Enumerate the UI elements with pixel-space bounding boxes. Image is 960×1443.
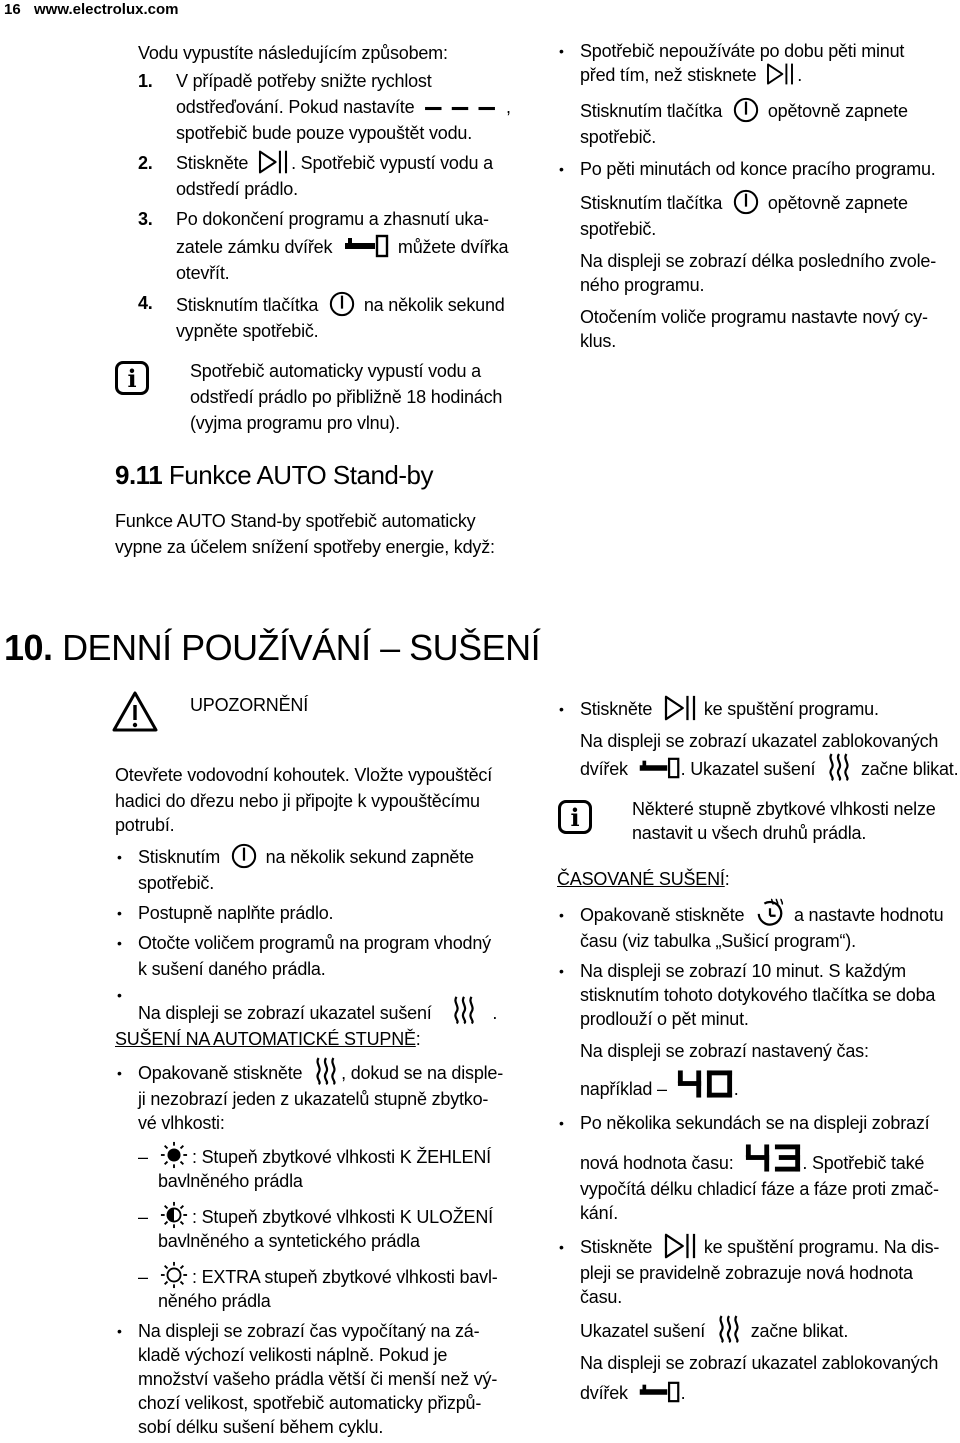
dry-text: Na displeji se zobrazí ukazatel zablokovaných: [580, 731, 939, 751]
dry-text: stisknutím tohoto dotykového tlačítka se doba: [580, 985, 936, 1005]
step-number: 1.: [138, 71, 153, 91]
info-icon: i: [558, 800, 592, 834]
standby-text: před tím, než stisknete .: [580, 62, 802, 88]
standby-text: ného programu.: [580, 275, 705, 295]
dryness-level: : Stupeň zbytkové vlhkosti K ULOŽENÍ: [158, 1204, 493, 1230]
page-title: 10. DENNÍ POUŽÍVÁNÍ – SUŠENÍ: [4, 627, 541, 668]
info-text: (vyjma programu pro vlnu).: [190, 413, 400, 433]
step-text: Stisknutím tlačítka na několik sekund: [176, 292, 505, 318]
dry-text: času (viz tabulka „Sušicí program“).: [580, 931, 856, 951]
dry-text: vé vlhkosti:: [138, 1113, 225, 1133]
standby-text: spotřebič.: [580, 219, 657, 239]
dry-text: něného prádla: [158, 1291, 271, 1311]
sun-half-icon: [158, 1201, 190, 1229]
step-number: 4.: [138, 293, 153, 313]
door-lock-icon: [343, 234, 389, 258]
power-icon: [231, 843, 257, 869]
dryness-level: : Stupeň zbytkové vlhkosti K ŽEHLENÍ: [158, 1144, 491, 1170]
dry-text: například – .: [580, 1076, 739, 1102]
dry-bullet: • Otočte voličem programů na program vhodný: [138, 930, 491, 956]
dry-bullet: • Postupně naplňte prádlo.: [138, 900, 333, 926]
info-text: Spotřebič automaticky vypustí vodu a: [190, 361, 481, 381]
step-text: vypněte spotřebič.: [176, 321, 319, 341]
warning-icon: [112, 690, 158, 732]
display-40-icon: [676, 1068, 734, 1100]
dry-bullet: • Opakovaně stiskněte , dokud se na disple-: [138, 1060, 503, 1086]
dry-text: spotřebič.: [138, 873, 215, 893]
door-lock-icon: [637, 1381, 681, 1403]
dry-bullet: • Stiskněte ke spuštění programu. Na dis-: [580, 1234, 939, 1260]
page-number: 16: [4, 1, 21, 18]
standby-bullet: • Po pěti minutách od konce pracího programu.: [580, 156, 936, 182]
step-text: odstředí prádlo.: [176, 179, 298, 199]
step-number: 2.: [138, 153, 153, 173]
standby-bullet: • Spotřebič nepoužíváte po dobu pěti minut: [580, 38, 904, 64]
drain-intro: Vodu vypustíte následujícím způsobem:: [138, 43, 448, 63]
dry-text: dvířek . Ukazatel sušení začne blikat.: [580, 756, 958, 782]
dry-text: k sušení daného prádla.: [138, 959, 326, 979]
dry-text: bavlněného a syntetického prádla: [158, 1231, 420, 1251]
dry-text: Na displeji se zobrazí ukazatel sušení .: [138, 1000, 497, 1026]
warning-text: Otevřete vodovodní kohoutek. Vložte vypouštěcí: [115, 765, 493, 785]
dry-bullet: • Po několika sekundách se na displeji zobrazí: [580, 1110, 929, 1136]
time-drying-icon: [755, 897, 785, 927]
step-text: Stiskněte . Spotřebič vypustí vodu a: [176, 150, 493, 176]
standby-text: vypne za účelem snížení spotřeby energie, když:: [115, 537, 495, 557]
drying-icon: [450, 995, 478, 1025]
start-pause-icon: [765, 62, 795, 86]
info-text: nastavit u všech druhů prádla.: [632, 823, 867, 843]
dry-bullet: • Stiskněte ke spuštění programu.: [580, 696, 879, 722]
dry-bullet: • Na displeji se zobrazí 10 minut. S každým: [580, 958, 906, 984]
dryness-level: : EXTRA stupeň zbytkové vlhkosti bavl-: [158, 1264, 498, 1290]
dry-bullet: • Stisknutím na několik sekund zapněte: [138, 844, 474, 870]
dry-bullet: • Na displeji se zobrazí čas vypočítaný na zá-: [138, 1318, 479, 1344]
dry-text: bavlněného prádla: [158, 1171, 303, 1191]
step-number: 3.: [138, 209, 153, 229]
dry-text: chozí velikost, spotřebič automaticky přizpů-: [138, 1393, 482, 1413]
warning-text: potrubí.: [115, 815, 175, 835]
warning-text: hadici do dřezu nebo ji připojte k vypouštěcímu: [115, 791, 480, 811]
spin-off-icon: [423, 102, 497, 114]
info-text: odstředí prádlo po přibližně 18 hodinách: [190, 387, 503, 407]
start-pause-icon: [663, 694, 697, 722]
dry-bullet: • Opakovaně stiskněte a nastavte hodnotu: [580, 902, 943, 928]
step-text: otevřít.: [176, 263, 230, 283]
dry-text: vypočítá délku chladicí fáze a fáze proti zmač-: [580, 1179, 939, 1199]
dry-text: prodlouží o pět minut.: [580, 1009, 749, 1029]
dry-text: dvířek .: [580, 1383, 686, 1403]
info-icon: i: [115, 361, 149, 395]
warning-label: UPOZORNĚNÍ: [190, 695, 309, 715]
power-icon: [733, 189, 759, 215]
dry-text: Na displeji se zobrazí nastavený čas:: [580, 1041, 869, 1061]
power-icon: [733, 97, 759, 123]
dry-text: kání.: [580, 1203, 619, 1223]
step-text: V případě potřeby snižte rychlost: [176, 71, 432, 91]
door-lock-icon: [637, 757, 681, 779]
step-text: Po dokončení programu a zhasnutí uka-: [176, 209, 489, 229]
sun-full-icon: [158, 1141, 190, 1169]
standby-text: Otočením voliče programu nastavte nový cy-: [580, 307, 928, 327]
sun-empty-icon: [158, 1261, 190, 1289]
dry-text: ji nezobrazí jeden z ukazatelů stupně zbytko-: [138, 1089, 489, 1109]
standby-text: Stisknutím tlačítka opětovně zapnete: [580, 190, 908, 216]
timed-drying-heading: ČASOVANÉ SUŠENÍ:: [557, 869, 730, 889]
standby-text: spotřebič.: [580, 127, 657, 147]
info-text: Některé stupně zbytkové vlhkosti nelze: [632, 799, 936, 819]
dry-text: nová hodnota času: . Spotřebič také: [580, 1150, 924, 1176]
section-heading: 9.11 Funkce AUTO Stand-by: [115, 460, 433, 490]
start-pause-icon: [663, 1232, 697, 1260]
website-url: www.electrolux.com: [34, 1, 179, 18]
dry-text: množství vašeho prádla větší či menší než vý-: [138, 1369, 498, 1389]
dry-text: pleji se pravidelně zobrazuje nová hodnota: [580, 1263, 913, 1283]
step-text: spotřebič bude pouze vypouštět vodu.: [176, 123, 473, 143]
drying-icon: [313, 1056, 339, 1086]
display-43-icon: [744, 1142, 802, 1174]
dry-text: Ukazatel sušení začne blikat.: [580, 1318, 848, 1344]
start-pause-icon: [257, 149, 289, 175]
dry-text: sobí délku sušení během cyklu.: [138, 1417, 384, 1437]
dry-text: Na displeji se zobrazí ukazatel zablokovaných: [580, 1353, 939, 1373]
dash: –: [138, 1267, 148, 1287]
dash: –: [138, 1207, 148, 1227]
step-text: odstřeďování. Pokud nastavíte ,: [176, 97, 511, 117]
power-icon: [329, 291, 355, 317]
standby-text: klus.: [580, 331, 617, 351]
drying-icon: [826, 752, 852, 782]
dash: –: [138, 1147, 148, 1167]
dry-text: kladě výchozí velikosti náplně. Pokud je: [138, 1345, 448, 1365]
drying-icon: [716, 1314, 742, 1344]
dry-text: času.: [580, 1287, 623, 1307]
standby-text: Funkce AUTO Stand-by spotřebič automaticky: [115, 511, 476, 531]
standby-text: Stisknutím tlačítka opětovně zapnete: [580, 98, 908, 124]
auto-drying-heading: SUŠENÍ NA AUTOMATICKÉ STUPNĚ:: [115, 1029, 421, 1049]
step-text: zatele zámku dvířek můžete dvířka: [176, 234, 508, 260]
standby-text: Na displeji se zobrazí délka posledního zvole-: [580, 251, 937, 271]
